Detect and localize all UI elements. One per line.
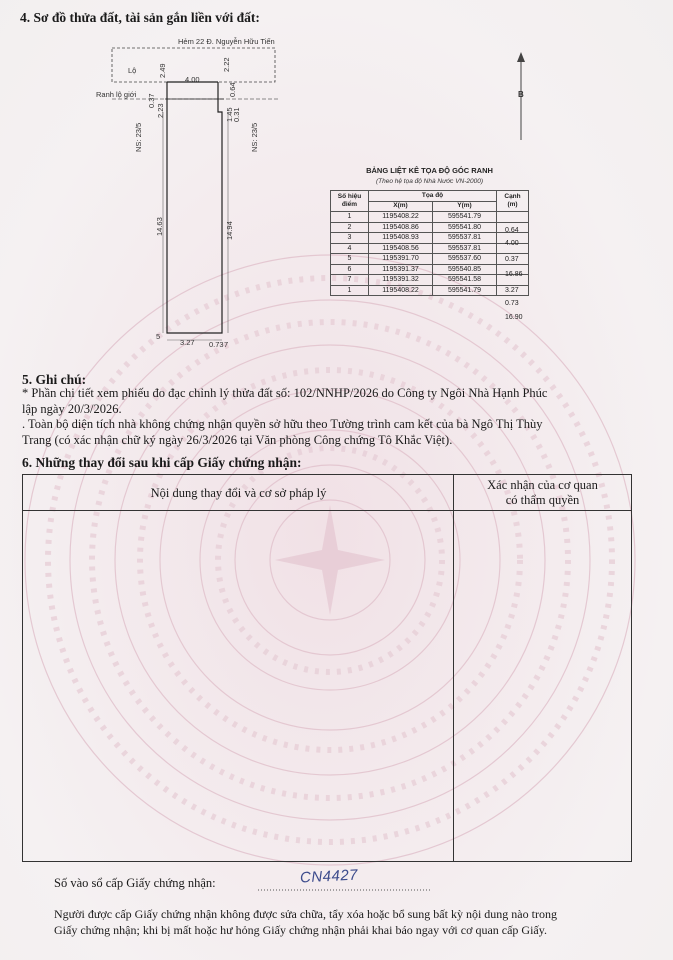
coord-table-title: BẢNG LIỆT KÊ TỌA ĐỘ GÓC RANH [366, 166, 493, 175]
changes-col-divider [23, 475, 454, 861]
note-line: Trang (có xác nhận chữ ký ngày 26/3/2026 tại Văn phòng Công chứng Tô Khắc Việt). [22, 432, 453, 447]
coord-table [330, 190, 529, 296]
notes-block [22, 386, 652, 448]
dim-2-23: 2.23 [156, 103, 165, 118]
col-x: X(m) [369, 201, 433, 212]
changes-table [22, 474, 632, 862]
ns-right: NS: 23/5 [250, 122, 259, 152]
col-so-hieu: Số hiệu điểm [331, 191, 369, 212]
dim-14-63: 14.63 [155, 217, 164, 236]
dim-1-45: 1.45 [225, 107, 234, 122]
section4-title: 4. Sơ đồ thửa đất, tài sản gắn liền với đất: [20, 10, 260, 25]
edge-value: 16.86 [505, 271, 523, 278]
ranh-lo-gioi-label: Ranh lộ giới [96, 90, 137, 99]
table-row: 1 1195408.22 595541.79 [331, 285, 529, 296]
dim-2-22: 2.22 [222, 57, 231, 72]
table-row: 6 1195391.37 595540.85 [331, 264, 529, 275]
edge-value: 0.37 [505, 256, 519, 263]
section5-title: 5. Ghi chú: [22, 372, 87, 387]
lo-gioi-label: Lộ [128, 66, 137, 75]
note-line: . Toàn bộ diện tích nhà không chứng nhận quyền sở hữu theo Tường trình cam kết của bà Ngô Thị Thùy [22, 417, 543, 431]
note-line: * Phần chi tiết xem phiếu đo đạc chỉnh lý thửa đất số: 102/NNHP/2026 do Công ty Ngôi Nhà Hạnh Phúc [22, 386, 548, 400]
col-y: Y(m) [433, 201, 497, 212]
table-row: 1 1195408.22 595541.79 [331, 212, 529, 223]
changes-col2-header: Xác nhận của cơ quan có thẩm quyền [487, 478, 598, 507]
table-row: 7 1195391.32 595541.58 [331, 275, 529, 286]
point-5: 5 [156, 332, 161, 341]
edge-value: 0.64 [505, 227, 519, 234]
table-row: 3 1195408.93 595537.81 [331, 233, 529, 244]
edge-value: 3.27 [505, 287, 519, 294]
dim-0-37: 0.37 [147, 93, 156, 108]
point-7: 7 [224, 340, 229, 349]
dim-0-73: 0.73 [209, 340, 224, 349]
note-line: lập ngày 20/3/2026. [22, 401, 122, 416]
edge-value: 0.73 [505, 300, 519, 307]
table-row: 4 1195408.56 595537.81 [331, 243, 529, 254]
north-label: B [518, 90, 524, 99]
section6-title: 6. Những thay đổi sau khi cấp Giấy chứng nhận: [22, 455, 302, 470]
changes-col1-header: Nội dung thay đổi và cơ sở pháp lý [150, 486, 327, 500]
dim-3-27: 3.27 [180, 338, 195, 347]
dim-0-64: 0.64 [228, 82, 237, 97]
road-label: Hẻm 22 Đ. Nguyễn Hữu Tiến [178, 37, 275, 46]
dim-14-94: 14.94 [225, 221, 234, 240]
footer-warning: Người được cấp Giấy chứng nhận không được sửa chữa, tẩy xóa hoặc bổ sung bất kỳ nội dung nào trong Giấy chứng nhận; khi bị mất hoặc hư hỏng Giấy chứng nhận phải khai báo ngay với cơ quan cấp Giấy. [54, 907, 557, 937]
edge-value: 4.00 [505, 240, 519, 247]
coord-table-subtitle: (Theo hệ tọa độ Nhà Nước VN-2000) [375, 178, 484, 185]
dim-2-49: 2.49 [158, 63, 167, 78]
registry-label: Số vào sổ cấp Giấy chứng nhận: [54, 876, 216, 890]
dim-0-31: 0.31 [232, 107, 241, 122]
col-canh: Cạnh (m) [497, 191, 529, 212]
registry-dotted-line [258, 888, 433, 892]
edge-value: 16.90 [505, 314, 523, 321]
registry-number-handwritten: CN4427 [299, 866, 359, 887]
table-row: 2 1195408.86 595541.80 [331, 222, 529, 233]
dim-4-00: 4.00 [185, 75, 200, 84]
ns-left: NS: 23/5 [134, 122, 143, 152]
table-row: 5 1195391.70 595537.60 [331, 254, 529, 265]
col-toa-do: Tọa độ [369, 191, 497, 202]
